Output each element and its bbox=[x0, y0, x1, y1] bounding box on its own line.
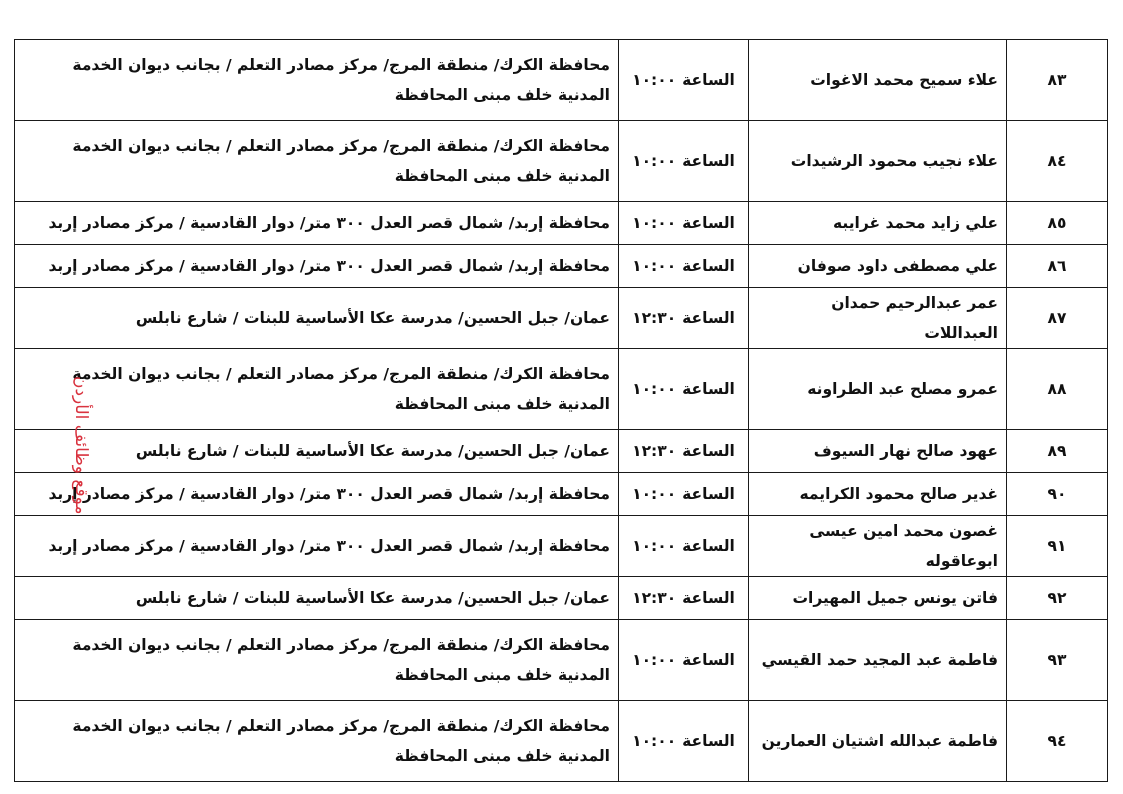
candidate-name: عمرو مصلح عبد الطراونه bbox=[749, 349, 1007, 430]
table-row bbox=[15, 245, 1108, 288]
row-number: ٩١ bbox=[1007, 516, 1108, 577]
exam-location: محافظة إربد/ شمال قصر العدل ٣٠٠ متر/ دوار القادسية / مركز مصادر إربد bbox=[15, 202, 619, 245]
exam-time bbox=[619, 577, 749, 620]
exam-time bbox=[619, 430, 749, 473]
candidates-table bbox=[14, 39, 1108, 782]
time-value: ١٢:٣٠ bbox=[632, 442, 677, 460]
exam-location: محافظة إربد/ شمال قصر العدل ٣٠٠ متر/ دوار القادسية / مركز مصادر إربد bbox=[15, 245, 619, 288]
exam-time bbox=[619, 620, 749, 701]
time-label: الساعة bbox=[682, 537, 735, 555]
candidate-name: علي زايد محمد غرايبه bbox=[749, 202, 1007, 245]
exam-time bbox=[619, 202, 749, 245]
time-label: الساعة bbox=[682, 214, 735, 232]
candidate-name: عمر عبدالرحيم حمدان العبداللات bbox=[749, 288, 1007, 349]
time-label: الساعة bbox=[682, 309, 735, 327]
site-watermark: موقع وظائف الأردن bbox=[71, 376, 91, 515]
candidates-table-body bbox=[15, 40, 1108, 782]
time-value: ١٢:٣٠ bbox=[632, 589, 677, 607]
table-row bbox=[15, 473, 1108, 516]
time-label: الساعة bbox=[682, 380, 735, 398]
row-number: ٩٢ bbox=[1007, 577, 1108, 620]
time-label: الساعة bbox=[682, 589, 735, 607]
candidate-name: علي مصطفى داود صوفان bbox=[749, 245, 1007, 288]
table-row bbox=[15, 516, 1108, 577]
exam-location: محافظة الكرك/ منطقة المرج/ مركز مصادر التعلم / بجانب ديوان الخدمة المدنية خلف مبنى المحافظة bbox=[15, 620, 619, 701]
time-value: ١٠:٠٠ bbox=[632, 152, 677, 170]
exam-location: محافظة الكرك/ منطقة المرج/ مركز مصادر التعلم / بجانب ديوان الخدمة المدنية خلف مبنى المحافظة bbox=[15, 349, 619, 430]
exam-location: محافظة إربد/ شمال قصر العدل ٣٠٠ متر/ دوار القادسية / مركز مصادر إربد bbox=[15, 473, 619, 516]
exam-time bbox=[619, 121, 749, 202]
row-number: ٨٧ bbox=[1007, 288, 1108, 349]
time-value: ١٠:٠٠ bbox=[632, 380, 677, 398]
row-number: ٩٠ bbox=[1007, 473, 1108, 516]
exam-location: محافظة إربد/ شمال قصر العدل ٣٠٠ متر/ دوار القادسية / مركز مصادر إربد bbox=[15, 516, 619, 577]
row-number: ٨٣ bbox=[1007, 40, 1108, 121]
candidate-name: عهود صالح نهار السيوف bbox=[749, 430, 1007, 473]
time-label: الساعة bbox=[682, 71, 735, 89]
exam-time bbox=[619, 349, 749, 430]
candidate-name: علاء سميح محمد الاغوات bbox=[749, 40, 1007, 121]
candidate-name: غدير صالح محمود الكرايمه bbox=[749, 473, 1007, 516]
exam-location: عمان/ جبل الحسين/ مدرسة عكا الأساسية للبنات / شارع نابلس bbox=[15, 430, 619, 473]
exam-location: محافظة الكرك/ منطقة المرج/ مركز مصادر التعلم / بجانب ديوان الخدمة المدنية خلف مبنى المحافظة bbox=[15, 121, 619, 202]
table-row bbox=[15, 620, 1108, 701]
time-label: الساعة bbox=[682, 152, 735, 170]
exam-location: محافظة الكرك/ منطقة المرج/ مركز مصادر التعلم / بجانب ديوان الخدمة المدنية خلف مبنى المحافظة bbox=[15, 40, 619, 121]
exam-time bbox=[619, 516, 749, 577]
time-value: ١٠:٠٠ bbox=[632, 485, 677, 503]
time-value: ١٠:٠٠ bbox=[632, 651, 677, 669]
exam-location: محافظة الكرك/ منطقة المرج/ مركز مصادر التعلم / بجانب ديوان الخدمة المدنية خلف مبنى المحافظة bbox=[15, 701, 619, 782]
candidate-name: فاتن يونس جميل المهيرات bbox=[749, 577, 1007, 620]
row-number: ٨٥ bbox=[1007, 202, 1108, 245]
exam-time bbox=[619, 701, 749, 782]
row-number: ٩٣ bbox=[1007, 620, 1108, 701]
table-row bbox=[15, 577, 1108, 620]
table-row bbox=[15, 288, 1108, 349]
time-value: ١٠:٠٠ bbox=[632, 732, 677, 750]
candidate-name: غصون محمد امين عيسى ابوعاقوله bbox=[749, 516, 1007, 577]
row-number: ٨٩ bbox=[1007, 430, 1108, 473]
table-row bbox=[15, 701, 1108, 782]
row-number: ٨٤ bbox=[1007, 121, 1108, 202]
row-number: ٨٦ bbox=[1007, 245, 1108, 288]
table-row bbox=[15, 430, 1108, 473]
exam-time bbox=[619, 40, 749, 121]
time-value: ١٠:٠٠ bbox=[632, 71, 677, 89]
time-value: ١٠:٠٠ bbox=[632, 214, 677, 232]
table-row bbox=[15, 40, 1108, 121]
table-row bbox=[15, 349, 1108, 430]
row-number: ٩٤ bbox=[1007, 701, 1108, 782]
table-row bbox=[15, 121, 1108, 202]
candidate-name: فاطمة عبدالله اشتيان العمارين bbox=[749, 701, 1007, 782]
time-label: الساعة bbox=[682, 442, 735, 460]
row-number: ٨٨ bbox=[1007, 349, 1108, 430]
exam-time bbox=[619, 288, 749, 349]
exam-time bbox=[619, 473, 749, 516]
time-value: ١٠:٠٠ bbox=[632, 537, 677, 555]
exam-location: عمان/ جبل الحسين/ مدرسة عكا الأساسية للبنات / شارع نابلس bbox=[15, 577, 619, 620]
exam-location: عمان/ جبل الحسين/ مدرسة عكا الأساسية للبنات / شارع نابلس bbox=[15, 288, 619, 349]
time-value: ١٢:٣٠ bbox=[632, 309, 677, 327]
time-label: الساعة bbox=[682, 485, 735, 503]
time-label: الساعة bbox=[682, 257, 735, 275]
time-label: الساعة bbox=[682, 732, 735, 750]
time-value: ١٠:٠٠ bbox=[632, 257, 677, 275]
time-label: الساعة bbox=[682, 651, 735, 669]
exam-time bbox=[619, 245, 749, 288]
table-row bbox=[15, 202, 1108, 245]
candidate-name: فاطمة عبد المجيد حمد القيسي bbox=[749, 620, 1007, 701]
candidate-name: علاء نجيب محمود الرشيدات bbox=[749, 121, 1007, 202]
